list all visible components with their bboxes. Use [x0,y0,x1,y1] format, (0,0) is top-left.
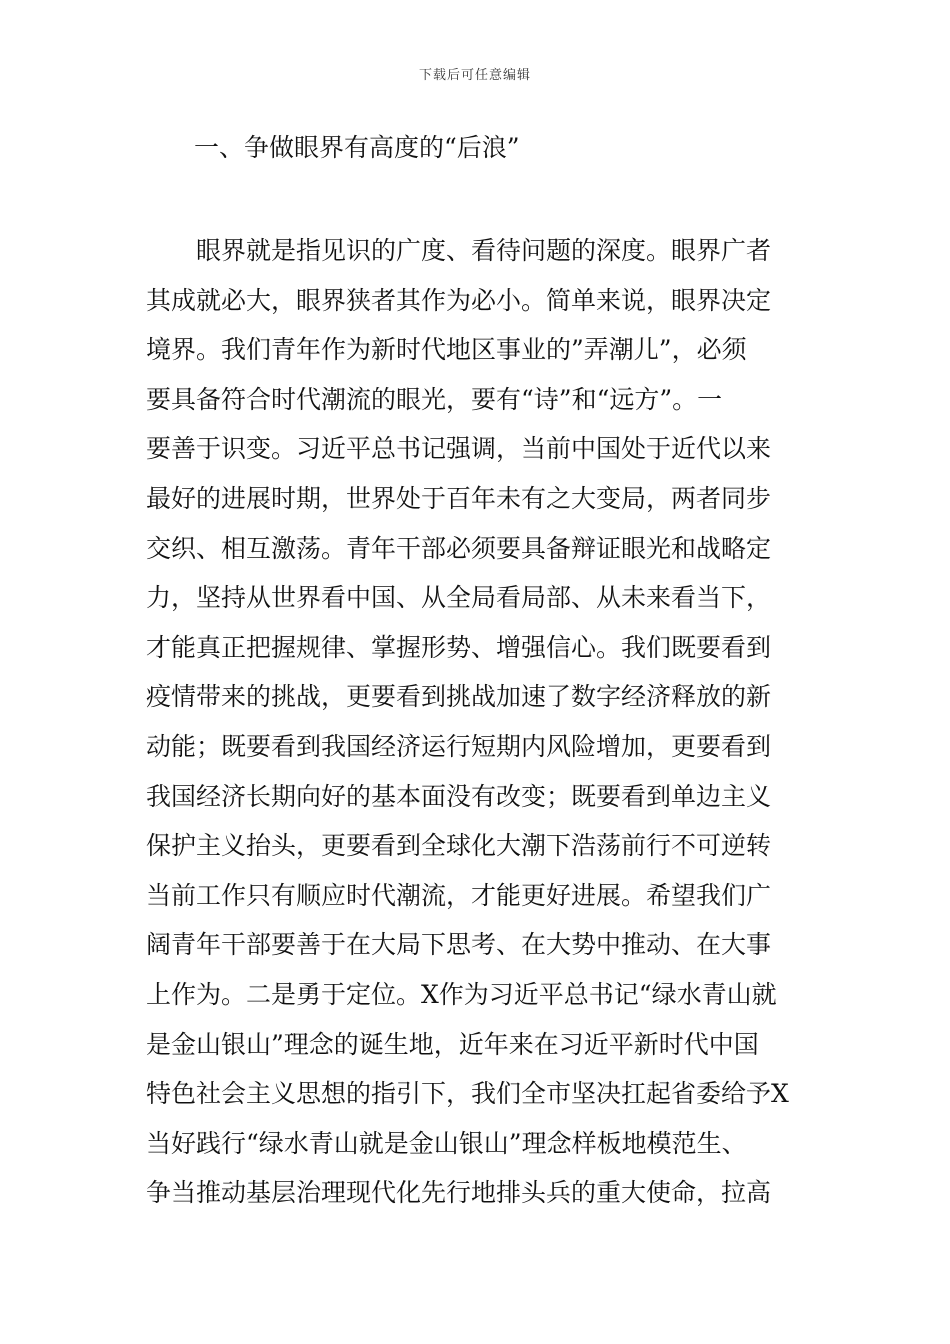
paragraph-line: 当前工作只有顺应时代潮流，才能更好进展。希望我们广 [146,880,772,910]
paragraph-line: 保护主义抬头，更要看到全球化大潮下浩荡前行不可逆转 [146,831,772,861]
paragraph-line: 才能真正把握规律、掌握形势、增强信心。我们既要看到 [146,632,772,662]
paragraph-line: 疫情带来的挑战，更要看到挑战加速了数字经济释放的新 [146,682,772,712]
paragraph-line: 眼界就是指见识的广度、看待问题的深度。眼界广者 [196,236,772,265]
paragraph-line: 我国经济长期向好的基本面没有改变；既要看到单边主义 [146,781,772,811]
paragraph-line: 力，坚持从世界看中国、从全局看局部、从未来看当下， [146,583,772,613]
paragraph-line: 要具备符合时代潮流的眼光，要有“诗”和“远方”。一 [146,384,723,414]
page-header: 下载后可任意编辑 [418,68,531,83]
paragraph-line: 其成就必大，眼界狭者其作为必小。简单来说，眼界决定 [146,285,772,315]
paragraph-line: 当好践行“绿水青山就是金山银山”理念样板地模范生、 [146,1128,747,1158]
paragraph-line: 交织、相互激荡。青年干部必须要具备辩证眼光和战略定 [146,533,772,563]
body-paragraph [146,226,826,1218]
section-heading: 一、争做眼界有高度的“后浪” [194,133,520,162]
paragraph-line: 要善于识变。习近平总书记强调，当前中国处于近代以来 [146,434,772,464]
paragraph-line: 境界。我们青年作为新时代地区事业的”弄潮儿”，必须 [146,335,747,365]
paragraph-line: 上作为。二是勇于定位。X作为习近平总书记“绿水青山就 [146,979,777,1009]
paragraph-line: 争当推动基层治理现代化先行地排头兵的重大使命，拉高 [146,1178,772,1208]
paragraph-line: 特色社会主义思想的指引下，我们全市坚决扛起省委给予X [146,1079,789,1109]
paragraph-line: 动能；既要看到我国经济运行短期内风险增加，更要看到 [146,731,772,761]
paragraph-line: 阔青年干部要善于在大局下思考、在大势中推动、在大事 [146,930,772,960]
paragraph-line: 最好的进展时期，世界处于百年未有之大变局，两者同步 [146,483,772,513]
paragraph-line: 是金山银山”理念的诞生地，近年来在习近平新时代中国 [146,1029,759,1059]
